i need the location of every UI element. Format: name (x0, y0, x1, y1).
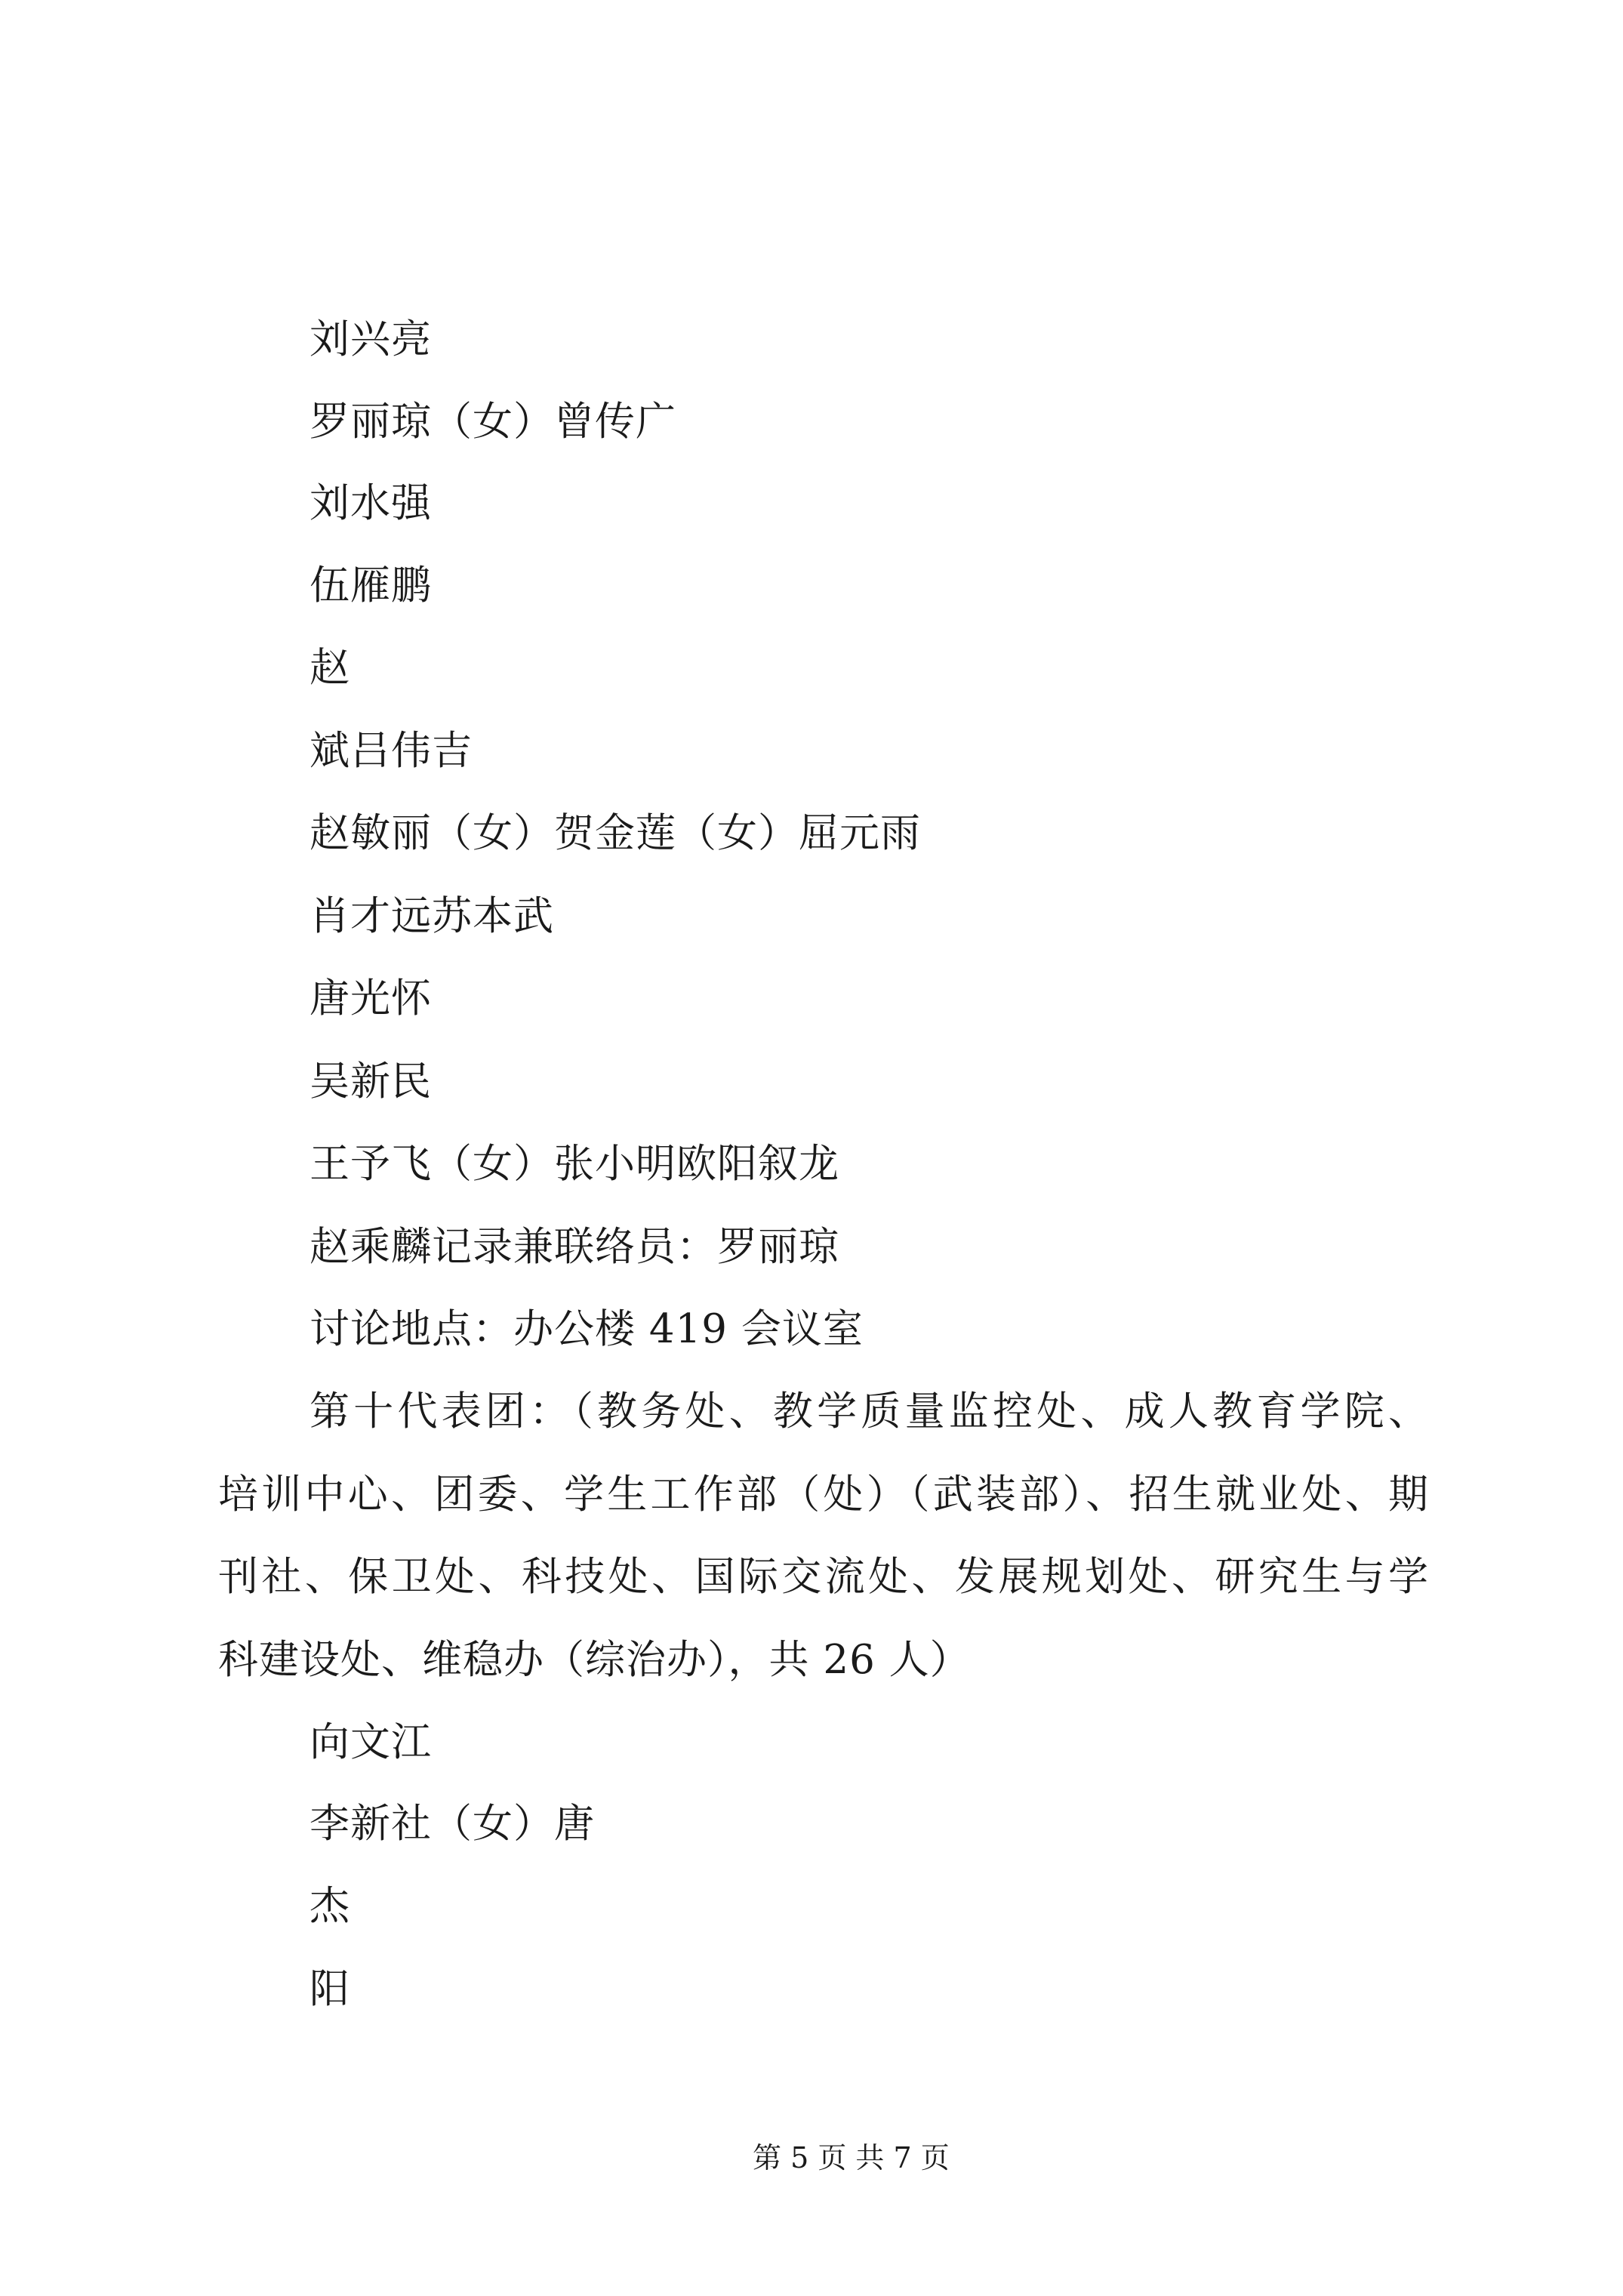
delegation-paragraph-line: 刊社、保卫处、科技处、国际交流处、发展规划处、研究生与学 (218, 1554, 1429, 1600)
name-line: 李新社（女）唐 (310, 1801, 595, 1847)
name-line: 杰 (310, 1883, 350, 1929)
name-line: 王予飞（女）张小明欧阳叙龙 (310, 1141, 839, 1187)
name-line: 赵敏丽（女）贺金莲（女）屈元雨 (310, 810, 921, 856)
delegation-paragraph-line: 科建设处、维稳办（综治办），共 26 人） (218, 1637, 971, 1683)
name-line: 罗丽琼（女）曾传广 (310, 399, 676, 445)
name-line: 向文江 (310, 1719, 432, 1765)
name-line: 刘兴亮 (310, 316, 432, 362)
recorder-line: 赵乘麟记录兼联络员：罗丽琼 (310, 1224, 839, 1270)
name-line: 阳 (310, 1966, 350, 2012)
page-number-footer: 第 5 页 共 7 页 (753, 2141, 950, 2174)
location-line: 讨论地点：办公楼 419 会议室 (310, 1306, 864, 1352)
name-line: 刘水强 (310, 480, 432, 526)
name-line: 唐光怀 (310, 975, 432, 1022)
delegation-paragraph-line: 第十代表团：（教务处、教学质量监控处、成人教育学院、 (310, 1388, 1429, 1435)
name-line: 肖才远苏本武 (310, 893, 554, 939)
delegation-paragraph-line: 培训中心、团委、学生工作部（处）（武装部）、招生就业处、期 (218, 1472, 1429, 1518)
name-line: 伍雁鹏 (310, 562, 432, 609)
name-line: 吴新民 (310, 1059, 432, 1105)
name-line: 斌吕伟吉 (310, 728, 473, 774)
name-line: 赵 (310, 645, 350, 691)
